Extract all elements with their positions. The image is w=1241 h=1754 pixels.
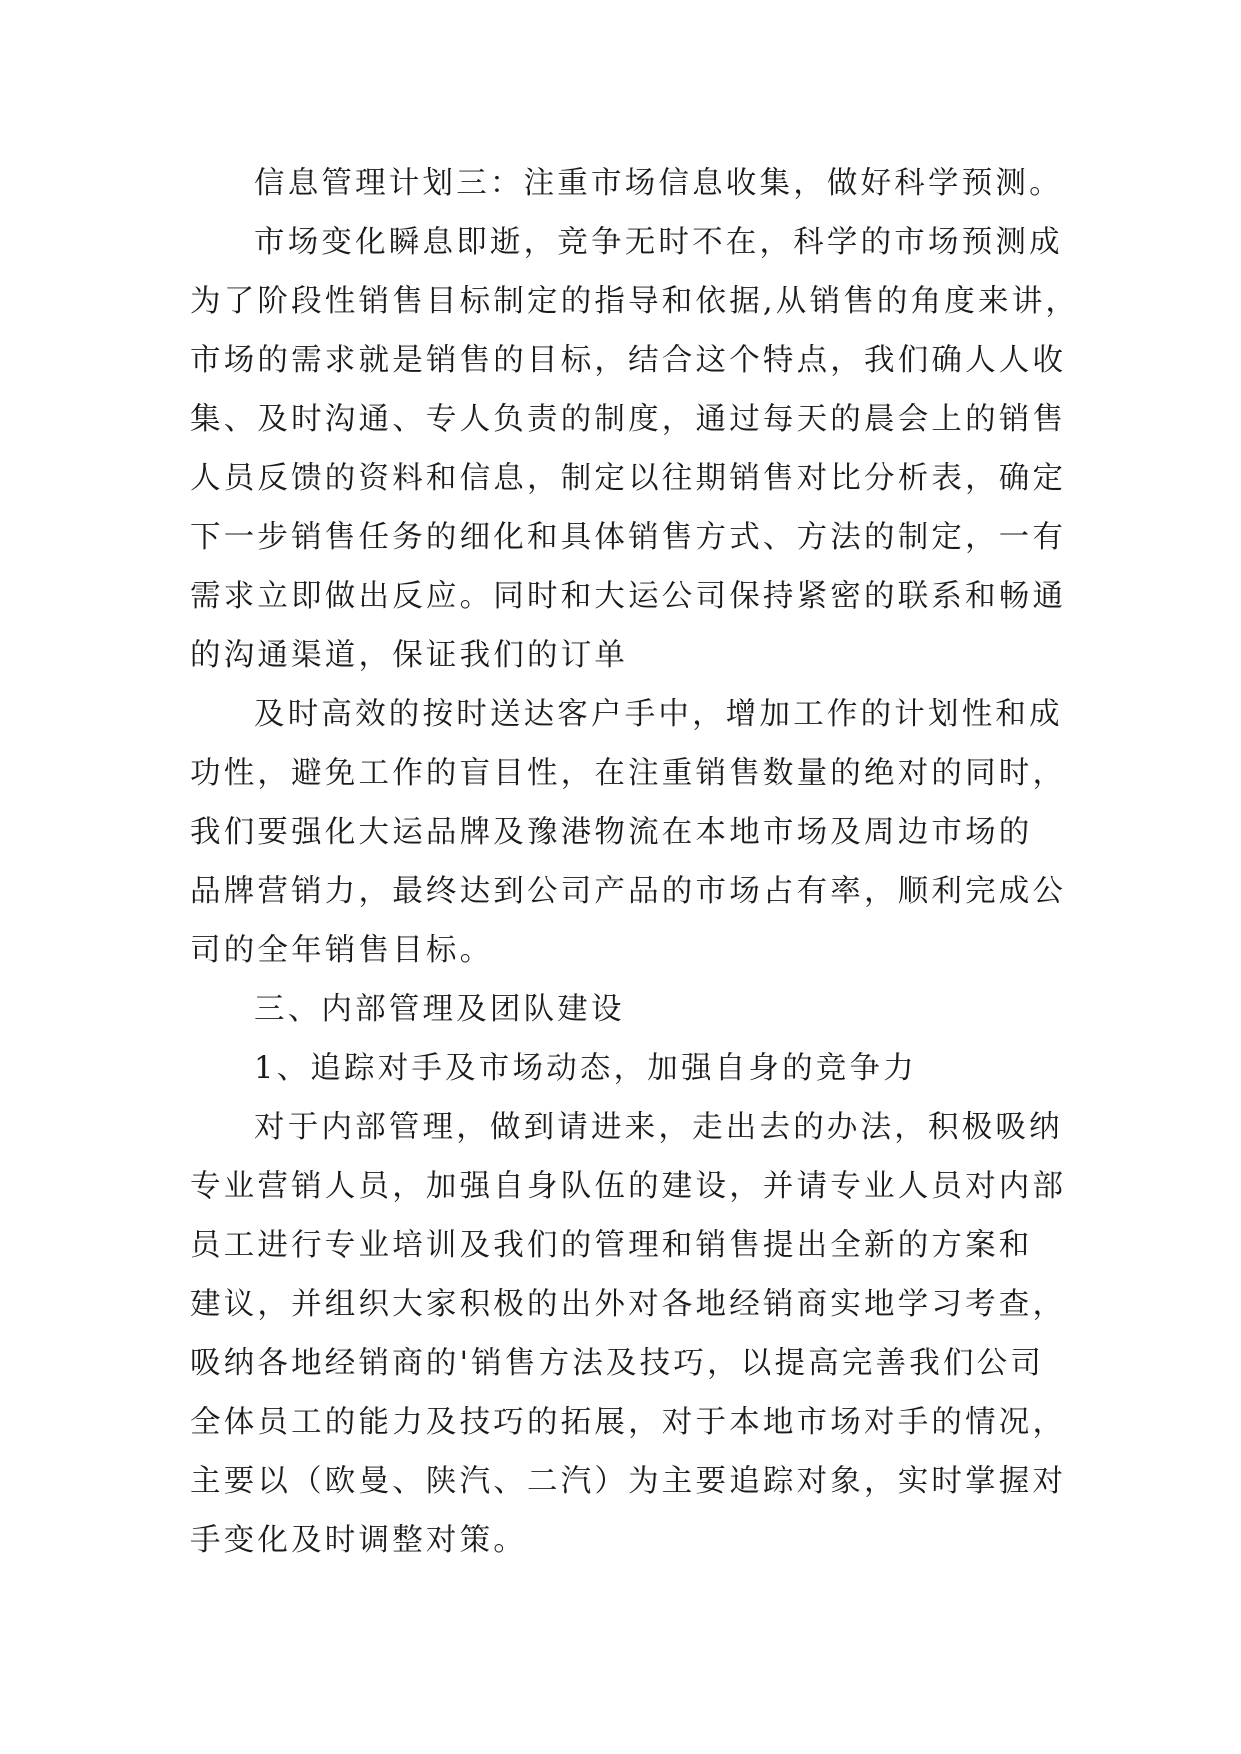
section-heading: 三、内部管理及团队建设 bbox=[254, 992, 625, 1027]
text-line: 品牌营销力，最终达到公司产品的市场占有率，顺利完成公 bbox=[190, 874, 1067, 909]
text-line: 全体员工的能力及技巧的拓展，对于本地市场对手的情况， bbox=[190, 1405, 1067, 1440]
text-line: 市场的需求就是销售的目标，结合这个特点，我们确人人收 bbox=[190, 343, 1067, 378]
text-line: 吸纳各地经销商的'销售方法及技巧，以提高完善我们公司 bbox=[190, 1346, 1045, 1381]
text-line: 建议，并组织大家积极的出外对各地经销商实地学习考查， bbox=[190, 1287, 1067, 1322]
text-line: 下一步销售任务的细化和具体销售方式、方法的制定，一有 bbox=[190, 520, 1067, 555]
text-line: 为了阶段性销售目标制定的指导和依据,从销售的角度来讲， bbox=[190, 284, 1080, 319]
text-line: 主要以（欧曼、陕汽、二汽）为主要追踪对象，实时掌握对 bbox=[190, 1464, 1067, 1499]
text-line: 我们要强化大运品牌及豫港物流在本地市场及周边市场的 bbox=[190, 815, 1033, 850]
text-line: 市场变化瞬息即逝，竞争无时不在，科学的市场预测成 bbox=[254, 225, 1063, 260]
text-line: 手变化及时调整对策。 bbox=[190, 1523, 527, 1558]
text-line: 集、及时沟通、专人负责的制度，通过每天的晨会上的销售 bbox=[190, 402, 1067, 437]
text-line: 的沟通渠道，保证我们的订单 bbox=[190, 638, 629, 673]
text-line: 对于内部管理，做到请进来，走出去的办法，积极吸纳 bbox=[254, 1110, 1063, 1145]
text-line: 司的全年销售目标。 bbox=[190, 933, 494, 968]
text-line: 员工进行专业培训及我们的管理和销售提出全新的方案和 bbox=[190, 1228, 1033, 1263]
text-line: 信息管理计划三：注重市场信息收集，做好科学预测。 bbox=[254, 166, 1063, 201]
document-body bbox=[190, 154, 1090, 1570]
text-line: 专业营销人员，加强自身队伍的建设，并请专业人员对内部 bbox=[190, 1169, 1067, 1204]
text-line: 功性，避免工作的盲目性，在注重销售数量的绝对的同时， bbox=[190, 756, 1067, 791]
text-line: 人员反馈的资料和信息，制定以往期销售对比分析表，确定 bbox=[190, 461, 1067, 496]
subsection-heading: 1、追踪对手及市场动态，加强自身的竞争力 bbox=[254, 1051, 917, 1086]
text-line: 需求立即做出反应。同时和大运公司保持紧密的联系和畅通 bbox=[190, 579, 1067, 614]
text-line: 及时高效的按时送达客户手中，增加工作的计划性和成 bbox=[254, 697, 1063, 732]
